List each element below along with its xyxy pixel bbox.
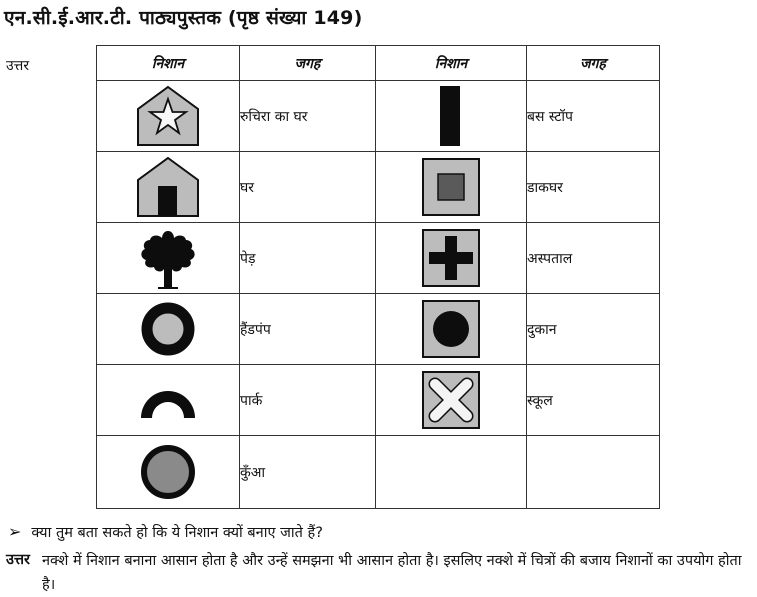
place-cell: अस्पताल (527, 223, 660, 294)
symbol-cell (376, 365, 527, 436)
place-cell: रुचिरा का घर (240, 81, 376, 152)
answer-label: उत्तर (6, 58, 30, 74)
table-row (97, 152, 660, 223)
answer-text: नक्शे में निशान बनाना आसान होता है और उन्हें समझना भी आसान होता है। इसलिए नक्शे में चित्रों की बजाय निशानों का उपयोग होता है। (42, 553, 742, 593)
header-place-right: जगह (527, 46, 660, 81)
place-cell: कुँआ (240, 436, 376, 509)
symbol-cell (376, 294, 527, 365)
table-row (97, 294, 660, 365)
empty-cell (527, 436, 660, 509)
empty-cell (376, 436, 527, 509)
table-row (97, 223, 660, 294)
place-cell: स्कूल (527, 365, 660, 436)
arch-icon (138, 380, 198, 420)
arrow-icon: ➢ (8, 522, 22, 541)
symbols-table (96, 45, 660, 509)
table-row (97, 365, 660, 436)
place-cell: घर (240, 152, 376, 223)
bar-icon (431, 84, 471, 148)
table-row (97, 81, 660, 152)
symbol-cell (376, 152, 527, 223)
header-place-left: जगह (240, 46, 376, 81)
circle-in-square-icon (421, 299, 481, 359)
answer-label: उत्तर (6, 552, 30, 568)
house-star-icon (136, 85, 200, 147)
symbol-cell (97, 223, 240, 294)
header-symbol-right: निशान (376, 46, 527, 81)
cross-in-square-icon (421, 370, 481, 430)
house-icon (136, 156, 200, 218)
symbol-cell (97, 365, 240, 436)
place-cell: बस स्टॉप (527, 81, 660, 152)
symbol-cell (376, 223, 527, 294)
symbol-cell (97, 81, 240, 152)
well-icon (139, 443, 197, 501)
symbol-cell (97, 152, 240, 223)
place-cell: डाकघर (527, 152, 660, 223)
header-symbol-left: निशान (97, 46, 240, 81)
table-row (97, 436, 660, 509)
symbol-cell (376, 81, 527, 152)
plus-icon (421, 228, 481, 288)
tree-icon (136, 227, 200, 289)
ring-icon (140, 301, 196, 357)
place-cell: पार्क (240, 365, 376, 436)
table-header-row (97, 46, 660, 81)
square-in-square-icon (421, 157, 481, 217)
place-cell: दुकान (527, 294, 660, 365)
page-title: एन.सी.ई.आर.टी. पाठ्यपुस्तक (पृष्ठ संख्या 149) (4, 7, 363, 29)
symbol-cell (97, 294, 240, 365)
symbol-cell (97, 436, 240, 509)
place-cell: हैंडपंप (240, 294, 376, 365)
question-line (8, 522, 323, 542)
place-cell: पेड़ (240, 223, 376, 294)
question-text: क्या तुम बता सकते हो कि ये निशान क्यों बनाए जाते हैं? (31, 525, 323, 541)
